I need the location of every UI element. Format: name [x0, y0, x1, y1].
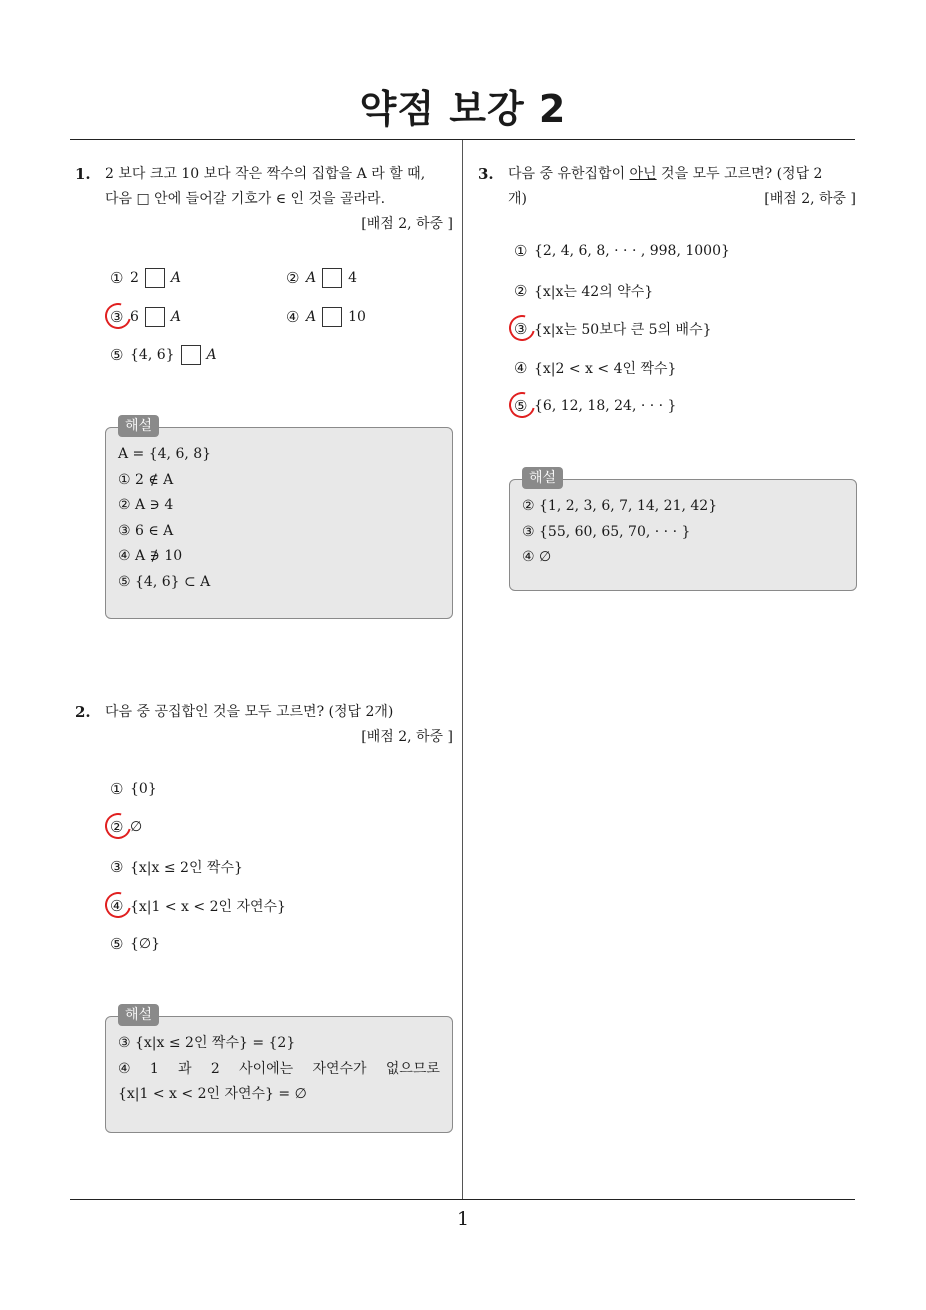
option-5[interactable]: [514, 397, 676, 415]
solution-word: 과: [178, 1060, 192, 1077]
option-mark: ②: [286, 269, 300, 287]
option-text: ∅: [130, 819, 143, 835]
page-title: 약점 보강 2: [359, 87, 567, 131]
option-mark-circled: ③: [514, 320, 534, 338]
option-text: {2, 4, 6, 8, · · · , 998, 1000}: [534, 243, 730, 259]
solution-box-2: [105, 1007, 453, 1133]
stem-line: [508, 162, 856, 187]
option-after: A: [170, 270, 182, 286]
question-stem: 다음 중 공집합인 것을 모두 고르면? (정답 2개): [105, 704, 394, 720]
score-meta: [배점 2, 하중 ]: [764, 191, 856, 207]
score-meta: [배점 2, 하중 ]: [361, 216, 453, 232]
option-before: {4, 6}: [130, 347, 175, 363]
blank-box: [322, 307, 342, 327]
solution-word: 없으므로: [385, 1060, 440, 1077]
question-number: 1.: [75, 165, 91, 183]
option-1[interactable]: [110, 780, 157, 798]
option-mark-circled: ②: [110, 818, 130, 836]
footer-rule: [70, 1199, 855, 1200]
option-mark: ④: [514, 359, 528, 377]
solution-tag: 해설: [522, 467, 563, 489]
option-text: {∅}: [130, 936, 161, 952]
option-before: A: [306, 309, 317, 325]
option-after: 10: [348, 309, 366, 325]
option-4[interactable]: [514, 358, 676, 378]
solution-line: ③ {x|x ≤ 2인 짝수} = {2}: [118, 1035, 296, 1051]
page-number: 1: [456, 1208, 470, 1230]
question-3: [478, 162, 856, 212]
solution-word: 자연수가: [312, 1060, 367, 1077]
stem-part: 것을 모두 고르면? (정답 2: [656, 166, 823, 182]
solution-tag: 해설: [118, 1004, 159, 1026]
option-mark: ①: [110, 780, 124, 798]
option-mark: ①: [514, 242, 528, 260]
option-4[interactable]: [110, 896, 286, 916]
solution-line: ④ ∅: [522, 549, 552, 565]
question-stem: [105, 162, 453, 212]
option-4[interactable]: [286, 307, 366, 327]
option-before: A: [306, 270, 317, 286]
solution-tag: 해설: [118, 415, 159, 437]
option-mark: ⑤: [110, 346, 124, 364]
option-text: {x|x는 50보다 큰 5의 배수}: [534, 322, 712, 338]
score-meta: [배점 2, 하중 ]: [361, 729, 453, 745]
solution-line: {x|1 < x < 2인 자연수} = ∅: [118, 1086, 307, 1102]
solution-word: 2: [210, 1060, 220, 1077]
option-3[interactable]: [514, 319, 712, 339]
option-text: {x|x는 42의 약수}: [534, 284, 654, 300]
option-after: 4: [348, 270, 358, 286]
option-mark: ③: [110, 858, 124, 876]
option-mark-circled: ③: [110, 308, 130, 326]
solution-line: ④ A ∌ 10: [118, 548, 183, 564]
solution-line: ③ {55, 60, 65, 70, · · · }: [522, 523, 691, 540]
solution-line: ② {1, 2, 3, 6, 7, 14, 21, 42}: [522, 498, 718, 514]
question-2: [75, 700, 453, 750]
question-1: [75, 162, 453, 237]
option-text: {x|2 < x < 4인 짝수}: [534, 361, 677, 377]
stem-underlined: 아닌: [629, 166, 657, 182]
stem-part: 다음 중 유한집합이: [508, 166, 630, 182]
option-mark: ①: [110, 269, 124, 287]
solution-word: 사이에는: [239, 1060, 294, 1077]
option-mark: ④: [286, 308, 300, 326]
blank-box: [145, 268, 165, 288]
option-mark: ⑤: [110, 935, 124, 953]
option-3[interactable]: [110, 307, 181, 327]
option-2[interactable]: [514, 281, 653, 301]
option-mark-circled: ④: [110, 897, 130, 915]
option-2[interactable]: [286, 268, 357, 288]
solution-line: ③ 6 ∈ A: [118, 522, 174, 539]
solution-word: 1: [149, 1060, 159, 1077]
option-before: 6: [130, 309, 139, 325]
solution-box-3: [509, 470, 857, 591]
option-mark: ②: [514, 282, 528, 300]
solution-line: ⑤ {4, 6} ⊂ A: [118, 573, 211, 590]
solution-line: A = {4, 6, 8}: [118, 446, 212, 462]
option-2[interactable]: [110, 818, 142, 836]
option-before: 2: [130, 270, 139, 286]
option-after: A: [206, 347, 217, 363]
question-number: 2.: [75, 703, 91, 721]
stem-line-with-meta: [508, 187, 856, 212]
stem-line: 개): [508, 191, 527, 207]
option-text: {x|x ≤ 2인 짝수}: [130, 860, 243, 876]
option-text: {x|1 < x < 2인 자연수}: [130, 899, 286, 915]
solution-box-1: [105, 418, 453, 619]
column-divider: [462, 140, 463, 1200]
option-after: A: [170, 309, 182, 325]
option-1[interactable]: [110, 268, 181, 288]
solution-line: ② A ∋ 4: [118, 497, 174, 513]
option-mark-circled: ⑤: [514, 397, 534, 415]
option-3[interactable]: [110, 857, 243, 877]
option-text: {6, 12, 18, 24, · · · }: [534, 398, 677, 414]
option-text: {0}: [130, 781, 157, 797]
blank-box: [322, 268, 342, 288]
question-stem: [508, 162, 856, 212]
stem-line: 2 보다 크고 10 보다 작은 짝수의 집합을 A 라 할 때,: [105, 166, 426, 182]
question-number: 3.: [478, 165, 494, 183]
stem-line: 다음 □ 안에 들어갈 기호가 ∈ 인 것을 골라라.: [105, 191, 386, 207]
option-1[interactable]: [514, 242, 730, 260]
solution-line: ① 2 ∉ A: [118, 471, 174, 488]
option-5[interactable]: [110, 345, 217, 365]
solution-line-justified: [118, 1057, 440, 1083]
solution-word: ④: [118, 1060, 131, 1077]
blank-box: [145, 307, 165, 327]
blank-box: [181, 345, 201, 365]
option-5[interactable]: [110, 935, 160, 953]
